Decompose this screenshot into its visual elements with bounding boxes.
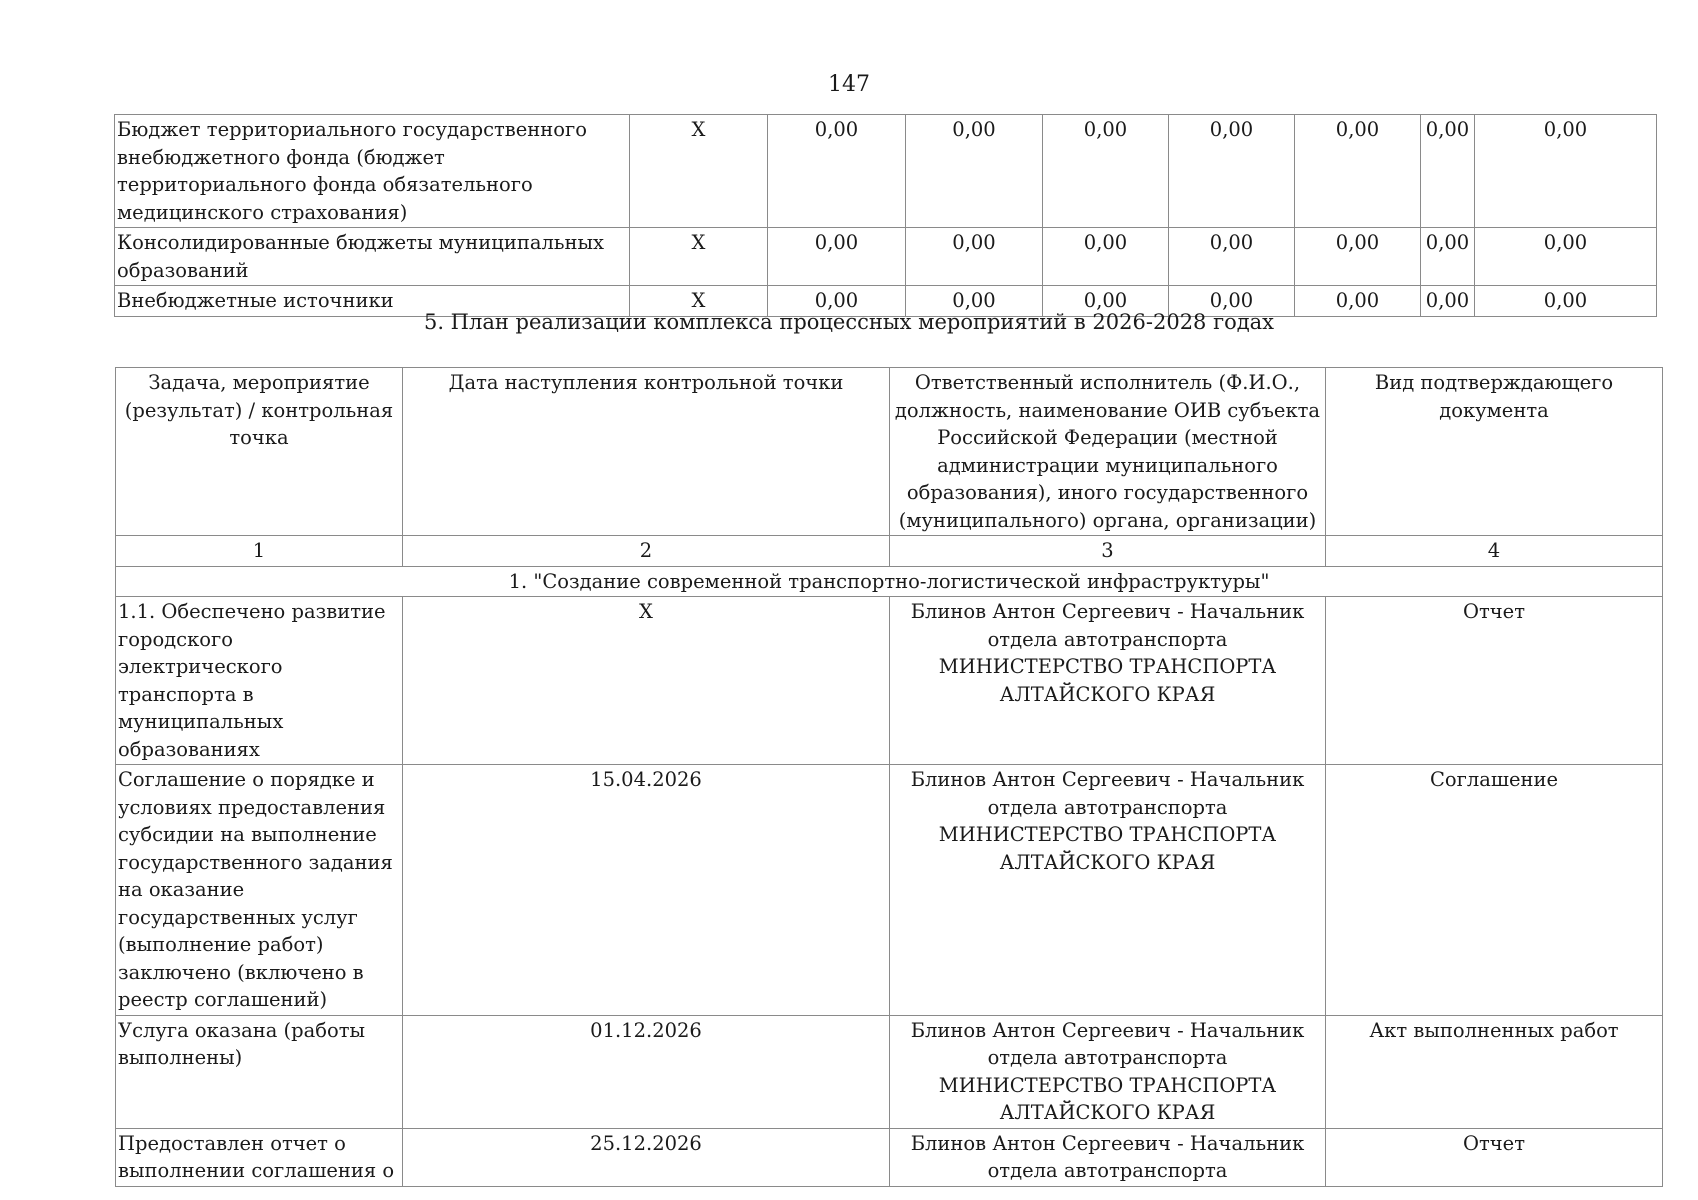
budget-row — [115, 228, 1657, 286]
budget-value: 0,00 — [1475, 228, 1657, 286]
header-document: Вид подтверждающего документа — [1326, 368, 1663, 536]
plan-executor: Блинов Антон Сергеевич - Начальник отдела автотранспорта — [890, 1128, 1326, 1186]
section-title: 5. План реализации комплекса процессных мероприятий в 2026-2028 годах — [423, 310, 1275, 334]
plan-document: Отчет — [1326, 597, 1663, 765]
plan-row — [116, 597, 1663, 765]
plan-executor: Блинов Антон Сергеевич - Начальник отдела автотранспорта МИНИСТЕРСТВО ТРАНСПОРТА АЛТАЙСКОГО КРАЯ — [890, 597, 1326, 765]
budget-code: X — [630, 115, 768, 228]
budget-value: 0,00 — [768, 286, 906, 317]
plan-document: Акт выполненных работ — [1326, 1015, 1663, 1128]
plan-executor: Блинов Антон Сергеевич - Начальник отдела автотранспорта МИНИСТЕРСТВО ТРАНСПОРТА АЛТАЙСКОГО КРАЯ — [890, 1015, 1326, 1128]
budget-value: 0,00 — [1169, 286, 1295, 317]
plan-date: 15.04.2026 — [403, 765, 890, 1016]
budget-value: 0,00 — [1421, 228, 1475, 286]
plan-table — [115, 367, 1663, 1187]
plan-document: Соглашение — [1326, 765, 1663, 1016]
budget-value: 0,00 — [1043, 286, 1169, 317]
plan-task: Соглашение о порядке и условиях предоставления субсидии на выполнение государственного задания на оказание государственных услуг (выполнение работ) заключено (включено в реестр соглашений) — [116, 765, 403, 1016]
plan-task: Предоставлен отчет о выполнении соглашения о — [116, 1128, 403, 1186]
budget-value: 0,00 — [906, 115, 1043, 228]
column-number: 4 — [1326, 536, 1663, 567]
plan-header-row — [116, 368, 1663, 536]
plan-row — [116, 1128, 1663, 1186]
plan-document: Отчет — [1326, 1128, 1663, 1186]
budget-source: Консолидированные бюджеты муниципальных образований — [115, 228, 630, 286]
plan-task: Услуга оказана (работы выполнены) — [116, 1015, 403, 1128]
budget-source: Внебюджетные источники — [115, 286, 630, 317]
budget-value: 0,00 — [768, 228, 906, 286]
plan-executor: Блинов Антон Сергеевич - Начальник отдела автотранспорта МИНИСТЕРСТВО ТРАНСПОРТА АЛТАЙСКОГО КРАЯ — [890, 765, 1326, 1016]
budget-value: 0,00 — [1475, 115, 1657, 228]
group-title: 1. "Создание современной транспортно-логистической инфраструктуры" — [116, 566, 1663, 597]
plan-row — [116, 1015, 1663, 1128]
budget-code: X — [630, 286, 768, 317]
budget-value: 0,00 — [1043, 228, 1169, 286]
header-task: Задача, мероприятие (результат) / контрольная точка — [116, 368, 403, 536]
budget-code: X — [630, 228, 768, 286]
budget-value: 0,00 — [1169, 228, 1295, 286]
budget-value: 0,00 — [906, 228, 1043, 286]
plan-date: X — [403, 597, 890, 765]
header-executor: Ответственный исполнитель (Ф.И.О., должность, наименование ОИВ субъекта Российской Федерации (местной администрации муниципального образования), иного государственного (муниципального) органа, организации) — [890, 368, 1326, 536]
plan-task: 1.1. Обеспечено развитие городского электрического транспорта в муниципальных образованиях — [116, 597, 403, 765]
column-number: 2 — [403, 536, 890, 567]
column-number: 1 — [116, 536, 403, 567]
header-date: Дата наступления контрольной точки — [403, 368, 890, 536]
budget-value: 0,00 — [1169, 115, 1295, 228]
budget-sources-table — [114, 114, 1657, 317]
group-title-row — [116, 566, 1663, 597]
plan-date: 01.12.2026 — [403, 1015, 890, 1128]
budget-value: 0,00 — [906, 286, 1043, 317]
budget-value: 0,00 — [1295, 115, 1421, 228]
page-number: 147 — [828, 72, 870, 97]
budget-value: 0,00 — [1421, 286, 1475, 317]
budget-value: 0,00 — [1295, 286, 1421, 317]
plan-row — [116, 765, 1663, 1016]
budget-row — [115, 115, 1657, 228]
plan-date: 25.12.2026 — [403, 1128, 890, 1186]
budget-value: 0,00 — [1421, 115, 1475, 228]
budget-value: 0,00 — [1295, 228, 1421, 286]
budget-value: 0,00 — [768, 115, 906, 228]
column-number: 3 — [890, 536, 1326, 567]
budget-source: Бюджет территориального государственного внебюджетного фонда (бюджет территориального фонда обязательного медицинского страхования) — [115, 115, 630, 228]
budget-value: 0,00 — [1043, 115, 1169, 228]
budget-value: 0,00 — [1475, 286, 1657, 317]
column-number-row — [116, 536, 1663, 567]
